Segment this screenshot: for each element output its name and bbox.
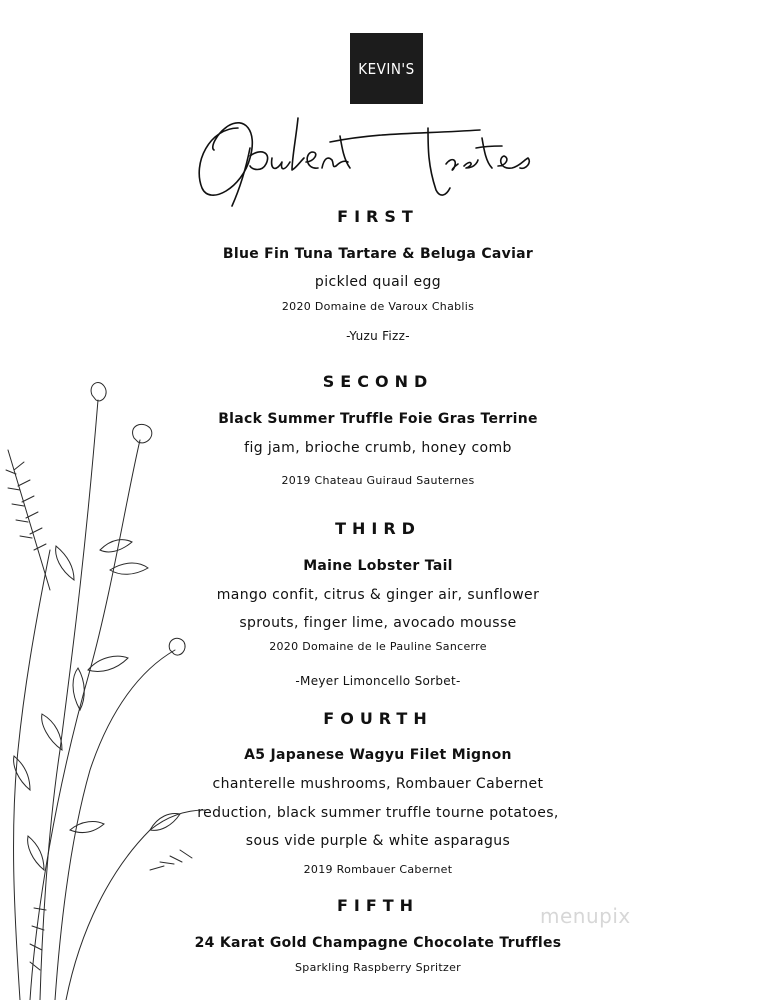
dish-description: sous vide purple & white asparagus — [245, 833, 511, 849]
dish-name: 24 Karat Gold Champagne Chocolate Truffles — [194, 935, 562, 951]
interlude: -Meyer Limoncello Sorbet- — [295, 674, 461, 688]
floral-illustration — [0, 370, 210, 1000]
course-heading: SECOND — [322, 372, 434, 391]
course-heading: FOURTH — [323, 709, 433, 728]
dish-description: mango confit, citrus & ginger air, sunflower — [216, 587, 540, 603]
dish-name: Maine Lobster Tail — [303, 558, 453, 574]
wine-pairing: 2019 Chateau Guiraud Sauternes — [281, 474, 475, 487]
wine-pairing: 2020 Domaine de le Pauline Sancerre — [269, 640, 487, 653]
dish-description: chanterelle mushrooms, Rombauer Cabernet — [212, 776, 544, 792]
course-heading: THIRD — [335, 519, 421, 538]
wine-pairing: 2019 Rombauer Cabernet — [303, 863, 453, 876]
dish-name: Black Summer Truffle Foie Gras Terrine — [218, 411, 538, 427]
dish-description: fig jam, brioche crumb, honey comb — [244, 440, 512, 456]
menupix-watermark: menupix — [540, 904, 631, 928]
wine-pairing: 2020 Domaine de Varoux Chablis — [281, 300, 475, 313]
dish-name: A5 Japanese Wagyu Filet Mignon — [244, 747, 512, 763]
course-heading: FIFTH — [336, 896, 420, 915]
dish-description: pickled quail egg — [314, 274, 442, 290]
course-heading: FIRST — [337, 207, 419, 226]
wine-pairing: Sparkling Raspberry Spritzer — [295, 961, 461, 974]
dish-name: Blue Fin Tuna Tartare & Beluga Caviar — [222, 246, 534, 262]
interlude: -Yuzu Fizz- — [346, 329, 410, 343]
dish-description: sprouts, finger lime, avocado mousse — [239, 615, 517, 631]
logo-text: KEVIN'S — [358, 59, 415, 78]
dish-description: reduction, black summer truffle tourne potatoes, — [197, 805, 559, 821]
